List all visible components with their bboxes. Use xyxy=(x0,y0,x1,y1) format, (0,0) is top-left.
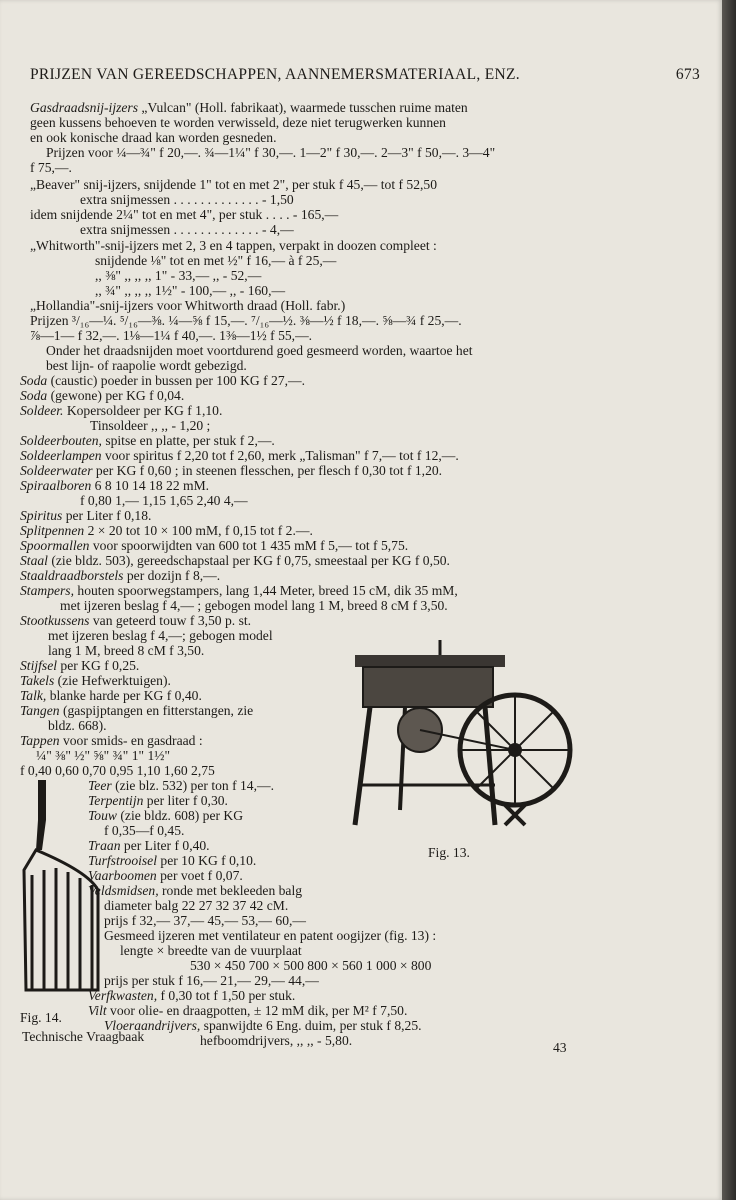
text-line xyxy=(30,328,312,343)
text-line xyxy=(30,130,277,145)
text-line xyxy=(20,763,215,778)
text-line xyxy=(104,973,319,988)
text-line xyxy=(88,868,243,883)
entry-text: (zie Hefwerktuigen). xyxy=(54,673,171,688)
entry-keyword: Takels xyxy=(20,673,55,688)
text-line xyxy=(120,943,302,958)
entry-text: „Hollandia"-snij-ijzers voor Whitworth draad (Holl. fabr.) xyxy=(30,298,346,313)
text-line xyxy=(20,733,203,748)
fig13-caption: Fig. 13. xyxy=(428,845,470,860)
text-line xyxy=(30,115,446,130)
entry-text: extra snijmessen . . . . . . . . . . . . . - 4,— xyxy=(80,222,294,237)
entry-text: ,, ¾" ,, ,, ,, 1½" - 100,— ,, - 160,— xyxy=(95,283,286,298)
entry-text: Onder het draadsnijden moet voortdurend goed gesmeerd worden, waartoe het xyxy=(46,343,473,358)
entry-text: f 0,30 tot f 1,50 per stuk. xyxy=(157,988,296,1003)
entry-text: voor spiritus f 2,20 tot f 2,60, merk „Talisman" f 7,— tot f 12,—. xyxy=(101,448,459,463)
text-line xyxy=(20,658,139,673)
entry-text: Prijzen voor ¼—¾" f 20,—. ¾—1¼" f 30,—. 1—2" f 30,—. 2—3" f 50,—. 3—4" xyxy=(46,145,496,160)
entry-text: (gaspijptangen en fitterstangen, zie xyxy=(59,703,254,718)
text-line xyxy=(95,283,285,298)
entry-keyword: Soda xyxy=(20,388,48,403)
text-line xyxy=(90,418,210,433)
text-line xyxy=(30,160,72,175)
entry-keyword: Talk, xyxy=(20,688,47,703)
entry-text: per Liter f 0,40. xyxy=(120,838,210,853)
text-line xyxy=(20,583,458,598)
entry-keyword: Turfstrooisel xyxy=(88,853,157,868)
entry-text: Prijzen ³/₁₆—¼. ⁵/₁₆—⅜. ¼—⅝ f 15,—. ⁷/₁₆—½. ⅜—½ f 18,—. ⅝—¾ f 25,—. xyxy=(30,313,462,328)
entry-keyword: Soldeerwater xyxy=(20,463,93,478)
entry-text: spitse en platte, per stuk f 2,—. xyxy=(101,433,275,448)
entry-text: f 75,—. xyxy=(30,160,72,175)
entry-keyword: Soda xyxy=(20,373,48,388)
entry-keyword: Spoormallen xyxy=(20,538,90,553)
entry-keyword: Touw xyxy=(88,808,117,823)
text-line xyxy=(88,778,274,793)
text-line xyxy=(80,222,294,237)
entry-text: idem snijdende 2¼" tot en met 4", per stuk . . . . - 165,— xyxy=(30,207,339,222)
text-line xyxy=(20,613,251,628)
text-line xyxy=(104,823,184,838)
text-line xyxy=(88,883,302,898)
entry-keyword: Vilt xyxy=(88,1003,107,1018)
page-edge xyxy=(722,0,736,1200)
entry-text: prijs per stuk f 16,— 21,— 29,— 44,— xyxy=(104,973,319,988)
text-line xyxy=(20,388,184,403)
text-line xyxy=(46,145,495,160)
entry-text: geen kussens behoeven te worden verwisseld, deze niet terugwerken kunnen xyxy=(30,115,446,130)
entry-keyword: Gasdraadsnij-ijzers xyxy=(30,100,139,115)
footer-book-title: Technische Vraagbaak xyxy=(22,1029,145,1044)
entry-keyword: Staal xyxy=(20,553,48,568)
text-line xyxy=(88,838,210,853)
entry-keyword: Vloeraandrijvers, xyxy=(104,1018,201,1033)
entry-keyword: Stijfsel xyxy=(20,658,58,673)
text-line xyxy=(95,268,261,283)
entry-text: hefboomdrijvers, ,, ,, - 5,80. xyxy=(200,1033,353,1048)
entry-text: per voet f 0,07. xyxy=(156,868,243,883)
running-header xyxy=(30,66,700,84)
entry-keyword: Splitpennen xyxy=(20,523,85,538)
text-line xyxy=(20,508,151,523)
entry-text: per KG f 0,60 ; in steenen flesschen, per flesch f 0,30 tot f 1,20. xyxy=(92,463,443,478)
text-line xyxy=(20,448,459,463)
entry-text: extra snijmessen . . . . . . . . . . . . . - 1,50 xyxy=(80,192,294,207)
text-line xyxy=(30,313,462,328)
entry-text: diameter balg 22 27 32 37 42 cM. xyxy=(104,898,289,913)
text-line xyxy=(60,598,448,613)
entry-text: f 0,35—f 0,45. xyxy=(104,823,185,838)
entry-text: per Liter f 0,18. xyxy=(62,508,152,523)
entry-keyword: Tangen xyxy=(20,703,60,718)
entry-text: (zie blz. 532) per ton f 14,—. xyxy=(111,778,274,793)
entry-text: prijs f 32,— 37,— 45,— 53,— 60,— xyxy=(104,913,307,928)
text-line xyxy=(88,808,243,823)
entry-text: per KG f 0,25. xyxy=(57,658,140,673)
entry-text: „Beaver" snij-ijzers, snijdende 1" tot en met 2", per stuk f 45,— tot f 52,50 xyxy=(30,177,438,192)
text-line xyxy=(20,523,313,538)
text-line xyxy=(104,1018,422,1033)
forge-illustration xyxy=(345,635,575,835)
text-line xyxy=(30,298,345,313)
entry-text: (zie bldz. 503), gereedschapstaal per KG f 0,75, smeestaal per KG f 0,50. xyxy=(47,553,450,568)
entry-text: f 0,40 0,60 0,70 0,95 1,10 1,60 2,75 xyxy=(20,763,215,778)
entry-keyword: Teer xyxy=(88,778,112,793)
text-line xyxy=(36,748,170,763)
entry-keyword: Terpentijn xyxy=(88,793,144,808)
text-line xyxy=(20,373,305,388)
entry-text: f 0,80 1,— 1,15 1,65 2,40 4,— xyxy=(80,493,248,508)
entry-text: (gewone) per KG f 0,04. xyxy=(47,388,185,403)
entry-keyword: Verfkwasten, xyxy=(88,988,158,1003)
entry-text: per 10 KG f 0,10. xyxy=(157,853,257,868)
entry-keyword: Stampers, xyxy=(20,583,74,598)
text-line xyxy=(30,207,338,222)
text-line xyxy=(20,538,408,553)
text-line xyxy=(46,343,473,358)
text-line xyxy=(95,253,336,268)
text-line xyxy=(88,853,256,868)
entry-text: Kopersoldeer per KG f 1,10. xyxy=(63,403,223,418)
text-line xyxy=(20,403,222,418)
text-line xyxy=(200,1033,352,1048)
entry-keyword: Veldsmidsen, xyxy=(88,883,159,898)
entry-keyword: Spiritus xyxy=(20,508,63,523)
text-line xyxy=(20,568,220,583)
entry-text: blanke harde per KG f 0,40. xyxy=(46,688,202,703)
entry-text: ,, ⅜" ,, ,, ,, 1" - 33,— ,, - 52,— xyxy=(95,268,262,283)
entry-text: spanwijdte 6 Eng. duim, per stuk f 8,25. xyxy=(200,1018,422,1033)
text-line xyxy=(20,463,442,478)
text-line xyxy=(104,928,436,943)
text-line xyxy=(80,493,248,508)
text-line xyxy=(20,433,275,448)
entry-text: 530 × 450 700 × 500 800 × 560 1 000 × 800 xyxy=(190,958,432,973)
entry-text: voor spoorwijdten van 600 tot 1 435 mM f 5,— tot f 5,75. xyxy=(89,538,409,553)
text-line xyxy=(20,673,171,688)
entry-text: Gesmeed ijzeren met ventilateur en patent oogijzer (fig. 13) : xyxy=(104,928,437,943)
text-line xyxy=(20,688,202,703)
entry-keyword: Staaldraadborstels xyxy=(20,568,124,583)
text-line xyxy=(20,703,253,718)
text-line xyxy=(30,238,437,253)
fork-illustration xyxy=(20,780,100,995)
entry-text: van geteerd touw f 3,50 p. st. xyxy=(89,613,252,628)
entry-keyword: Vaarboomen xyxy=(88,868,157,883)
entry-keyword: Tappen xyxy=(20,733,60,748)
entry-text: best lijn- of raapolie wordt gebezigd. xyxy=(46,358,247,373)
header-title: PRIJZEN VAN GEREEDSCHAPPEN, AANNEMERSMATERIAAL, ENZ. xyxy=(30,66,520,83)
text-line xyxy=(48,643,204,658)
entry-text: 2 × 20 tot 10 × 100 mM, f 0,15 tot f 2.—. xyxy=(84,523,313,538)
entry-text: snijdende ⅛" tot en met ½" f 16,— à f 25,— xyxy=(95,253,337,268)
entry-text: lang 1 M, breed 8 cM f 3,50. xyxy=(48,643,205,658)
text-line xyxy=(30,177,437,192)
entry-keyword: Soldeerbouten, xyxy=(20,433,102,448)
text-line xyxy=(20,553,450,568)
entry-keyword: Soldeer. xyxy=(20,403,64,418)
entry-text: per dozijn f 8,—. xyxy=(123,568,221,583)
entry-keyword: Traan xyxy=(88,838,121,853)
entry-text: 6 8 10 14 18 22 mM. xyxy=(91,478,210,493)
fig14-caption: Fig. 14. xyxy=(20,1010,62,1025)
entry-text: ⅞—1— f 32,—. 1⅛—1¼ f 40,—. 1⅜—1½ f 55,—. xyxy=(30,328,313,343)
header-page-number: 673 xyxy=(675,66,700,83)
text-line xyxy=(30,100,468,115)
entry-text: voor smids- en gasdraad : xyxy=(59,733,203,748)
text-line xyxy=(48,628,273,643)
entry-text: ¼" ⅜" ½" ⅝" ¾" 1" 1½" xyxy=(36,748,170,763)
text-line xyxy=(88,1003,407,1018)
entry-keyword: Stootkussens xyxy=(20,613,90,628)
entry-text: „Vulcan" (Holl. fabrikaat), waarmede tusschen ruime maten xyxy=(138,100,468,115)
entry-text: „Whitworth"-snij-ijzers met 2, 3 en 4 tappen, verpakt in doozen compleet : xyxy=(30,238,437,253)
entry-text: met ijzeren beslag f 4,—; gebogen model xyxy=(48,628,273,643)
entry-text: (zie bldz. 608) per KG xyxy=(116,808,244,823)
entry-text: (caustic) poeder in bussen per 100 KG f 27,—. xyxy=(47,373,306,388)
entry-text: bldz. 668). xyxy=(48,718,107,733)
text-line xyxy=(104,913,306,928)
text-line xyxy=(88,988,295,1003)
text-line xyxy=(48,718,107,733)
text-line xyxy=(104,898,288,913)
entry-keyword: Soldeerlampen xyxy=(20,448,102,463)
entry-text: voor olie- en draagpotten, ± 12 mM dik, per M² f 7,50. xyxy=(106,1003,408,1018)
entry-text: per liter f 0,30. xyxy=(143,793,228,808)
text-line xyxy=(88,793,228,808)
entry-text: en ook konische draad kan worden gesneden. xyxy=(30,130,277,145)
entry-text: lengte × breedte van de vuurplaat xyxy=(120,943,302,958)
entry-text: met ijzeren beslag f 4,— ; gebogen model lang 1 M, breed 8 cM f 3,50. xyxy=(60,598,448,613)
text-line xyxy=(46,358,247,373)
footer-page-number: 43 xyxy=(553,1040,567,1055)
text-line xyxy=(80,192,294,207)
text-line xyxy=(20,478,209,493)
entry-text: Tinsoldeer ,, ,, - 1,20 ; xyxy=(90,418,211,433)
entry-keyword: Spiraalboren xyxy=(20,478,92,493)
entry-text: houten spoorwegstampers, lang 1,44 Meter, breed 15 cM, dik 35 mM, xyxy=(74,583,458,598)
entry-text: ronde met bekleeden balg xyxy=(158,883,303,898)
text-line xyxy=(190,958,431,973)
